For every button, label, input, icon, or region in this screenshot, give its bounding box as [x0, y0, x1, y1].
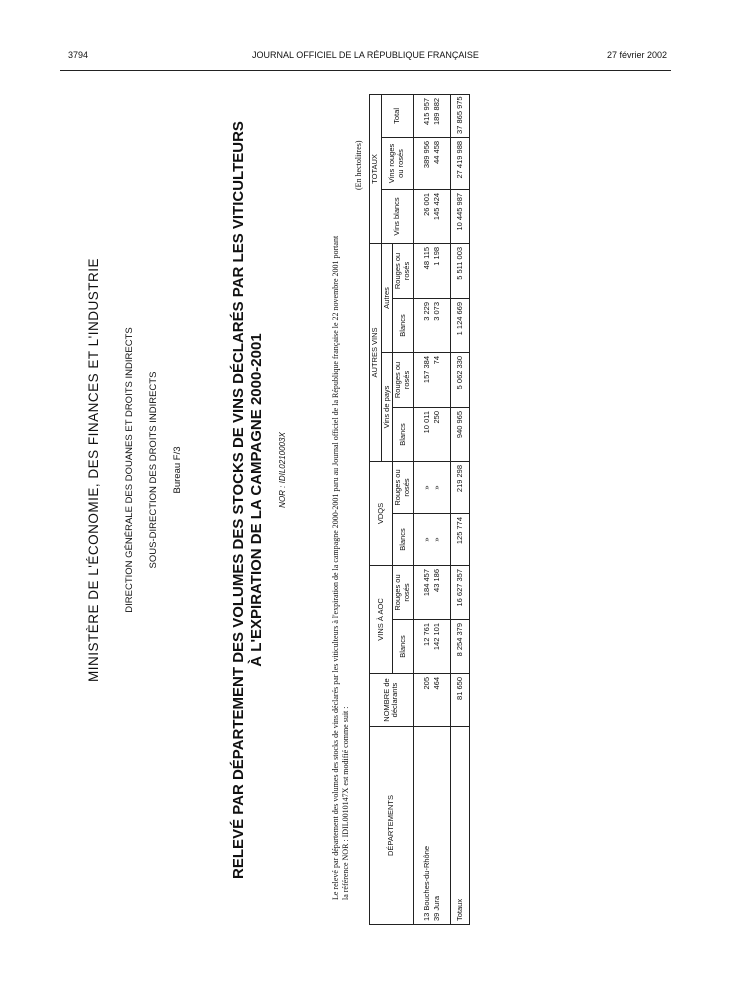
aoc-rouges-cell [413, 565, 450, 619]
cell-value: » [422, 537, 432, 542]
cell-value: 464 [431, 677, 441, 690]
totals-label: Totaux [450, 727, 469, 925]
cell-value: 26 001 [422, 192, 432, 216]
cell-value: » [422, 485, 432, 490]
totals-vdp-blancs: 940 965 [450, 407, 469, 461]
header-vins-blancs: Vins blancs [381, 189, 413, 243]
totals-vdqs-rouges: 219 298 [450, 461, 469, 513]
totals-row [450, 94, 469, 924]
unit-note: (En hectolitres) [354, 140, 363, 190]
department-name: 39 Jura [431, 895, 441, 921]
header-nombre-declarants: NOMBRE de déclarants [370, 674, 414, 727]
department-name: 13 Bouches-du-Rhône [422, 845, 432, 921]
totals-total: 37 865 975 [450, 94, 469, 137]
totals-aoc-blancs: 8 254 379 [450, 620, 469, 674]
tot-blancs-cell [413, 189, 450, 243]
nor-reference: NOR : IDIL0210003X [278, 432, 287, 508]
cell-value: 205 [422, 677, 432, 690]
totals-nombre: 81 650 [450, 674, 469, 727]
cell-value: 250 [431, 410, 441, 424]
header-vdqs-blancs: Blancs [393, 513, 413, 565]
header-vdp-rouges: Rouges ou rosés [393, 352, 413, 407]
cell-value: » [431, 485, 441, 490]
autres-rouges-cell [413, 243, 450, 298]
intro-text-line1: Le relevé par département des volumes des stocks de vins déclarés par les viticulteurs à l'expiration de la campagne 2000-2001 paru au Journal officiel de la République française le 22 novembre 2001 portant [331, 235, 340, 900]
department-cell [413, 727, 450, 925]
cell-value: 145 424 [431, 192, 441, 221]
header-total: Total [381, 94, 413, 137]
header-vins-aoc: VINS À AOC [370, 565, 393, 673]
sous-direction-heading: SOUS-DIRECTION DES DROITS INDIRECTS [148, 371, 159, 569]
bureau-heading: Bureau F/3 [172, 446, 183, 494]
vdp-blancs-cell [413, 407, 450, 461]
ministry-heading: MINISTÈRE DE L'ÉCONOMIE, DES FINANCES ET L'INDUSTRIE [86, 258, 101, 682]
cell-value: 43 186 [431, 568, 441, 592]
totals-tot-blancs: 10 445 987 [450, 189, 469, 243]
page-number: 3794 [68, 50, 89, 60]
cell-value: 10 011 [422, 410, 432, 434]
vdqs-rouges-cell [413, 461, 450, 513]
cell-value: 74 [431, 355, 441, 365]
cell-value: 3 073 [431, 301, 441, 321]
header-vins-rouges: Vins rouges ou rosés [381, 137, 413, 189]
cell-value: » [431, 537, 441, 542]
cell-value: 12 761 [422, 623, 432, 646]
header-autres-rouges: Rouges ou rosés [393, 243, 413, 298]
totals-vdp-rouges: 5 062 330 [450, 352, 469, 407]
totals-aoc-rouges: 16 627 357 [450, 565, 469, 619]
cell-value: 189 882 [431, 97, 441, 126]
cell-value: 48 115 [422, 246, 432, 270]
direction-heading: DIRECTION GÉNÉRALE DES DOUANES ET DROITS INDIRECTS [124, 327, 135, 613]
journal-title: JOURNAL OFFICIEL DE LA RÉPUBLIQUE FRANÇAISE [252, 50, 479, 60]
header-vins-de-pays: Vins de pays [381, 352, 393, 461]
header-autres-blancs: Blancs [393, 298, 413, 352]
header-autres-vins: AUTRES VINS [370, 243, 382, 461]
cell-value: 3 229 [422, 301, 432, 321]
vdp-rouges-cell [413, 352, 450, 407]
publication-date: 27 février 2002 [606, 50, 667, 60]
aoc-blancs-cell [413, 620, 450, 674]
rotated-page-content [0, 90, 751, 960]
cell-value: 184 457 [422, 568, 432, 597]
cell-value: 44 458 [431, 140, 441, 164]
cell-value: 389 956 [422, 140, 432, 169]
document-title-line1: RELEVÉ PAR DÉPARTEMENT DES VOLUMES DES STOCKS DE VINS DÉCLARÉS PAR LES VITICULTEURS [230, 121, 247, 879]
header-aoc-blancs: Blancs [393, 620, 413, 674]
cell-value: 415 957 [422, 97, 432, 126]
document-title-line2: À L'EXPIRATION DE LA CAMPAGNE 2000-2001 [248, 333, 265, 667]
header-departements: DÉPARTEMENTS [370, 727, 414, 925]
page-header [60, 48, 671, 71]
tot-rouges-cell [413, 137, 450, 189]
intro-text-line2: la référence NOR : IDIL0010147X est modifié comme suit : [341, 706, 350, 900]
header-vdp-blancs: Blancs [393, 407, 413, 461]
header-autres: Autres [381, 243, 393, 352]
totals-autres-rouges: 5 511 003 [450, 243, 469, 298]
total-cell [413, 94, 450, 137]
table-row [413, 94, 450, 924]
header-vdqs-rouges: Rouges ou rosés [393, 461, 413, 513]
header-vdqs: VDQS [370, 461, 393, 565]
stocks-table [369, 94, 470, 925]
totals-vdqs-blancs: 125 774 [450, 513, 469, 565]
cell-value: 142 101 [431, 623, 441, 651]
header-aoc-rouges: Rouges ou rosés [393, 565, 413, 619]
autres-blancs-cell [413, 298, 450, 352]
nombre-cell [413, 674, 450, 727]
vdqs-blancs-cell [413, 513, 450, 565]
header-totaux: TOTAUX [370, 94, 382, 243]
totals-tot-rouges: 27 419 988 [450, 137, 469, 189]
cell-value: 1 198 [431, 246, 441, 266]
totals-autres-blancs: 1 124 669 [450, 298, 469, 352]
cell-value: 157 384 [422, 355, 432, 384]
